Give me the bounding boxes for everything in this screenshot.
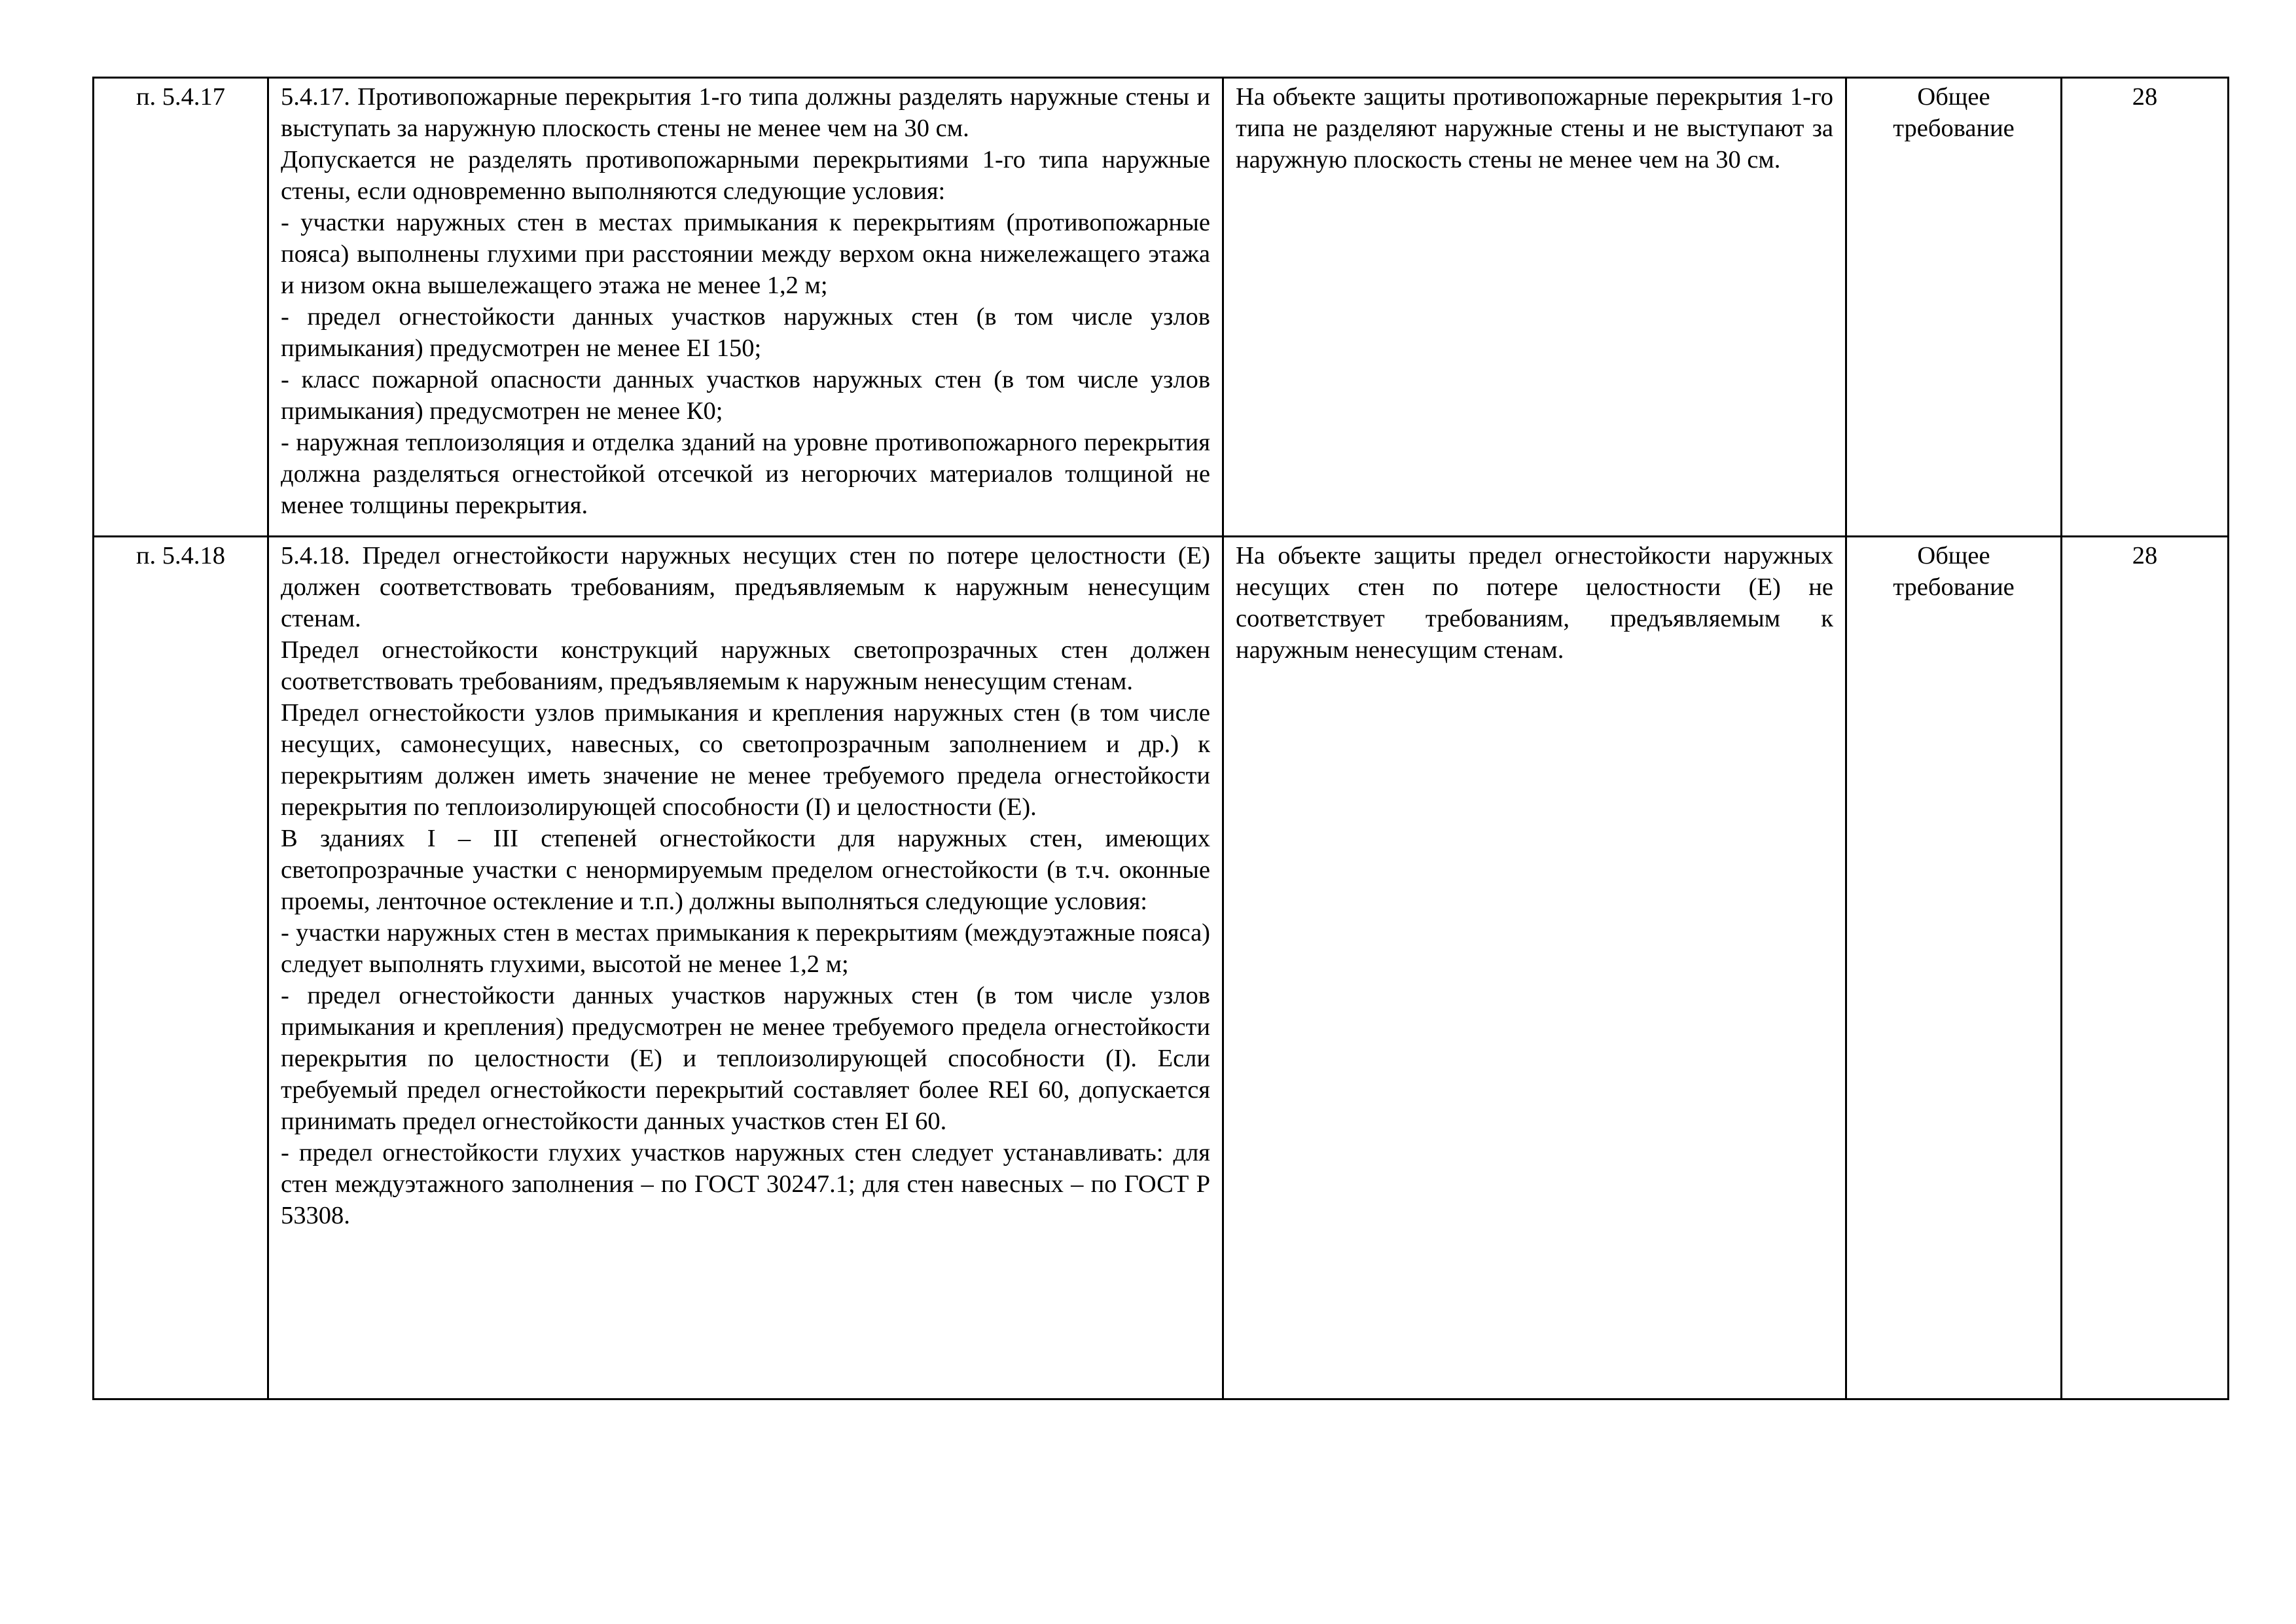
requirement-paragraph: - класс пожарной опасности данных участков наружных стен (в том числе узлов примыкания) предусмотрен не менее К0; [281,366,1210,425]
requirement-paragraph: В зданиях I – III степеней огнестойкости для наружных стен, имеющих светопрозрачные участки с ненормируемым пределом огнестойкости (в т.ч. оконные проемы, ленточное остекление и т.п.) должны выполняться следующие условия: [281,825,1210,915]
table-row [94,78,2229,537]
object-finding-cell: На объекте защиты противопожарные перекрытия 1-го типа не разделяют наружные стены и не выступают за наружную плоскость стены не менее чем на 30 см. [1223,78,1846,537]
requirements-table [92,77,2229,1400]
requirement-paragraph: Предел огнестойкости конструкций наружных светопрозрачных стен должен соответствовать требованиям, предъявляемым к наружным ненесущим стенам. [281,636,1210,695]
requirement-paragraph: 5.4.18. Предел огнестойкости наружных несущих стен по потере целостности (Е) должен соответствовать требованиям, предъявляемым к наружным ненесущим стенам. [281,542,1210,632]
requirement-paragraph: 5.4.17. Противопожарные перекрытия 1-го типа должны разделять наружные стены и выступать за наружную плоскость стены не менее чем на 30 см. [281,83,1210,142]
page-number-cell: 28 [2062,537,2229,1399]
requirement-paragraph: - предел огнестойкости данных участков наружных стен (в том числе узлов примыкания и крепления) предусмотрен не менее требуемого предела огнестойкости перекрытия по целостности (Е) и теплоизолирующей способности (I). Если требуемый предел огнестойкости перекрытий составляет более REI 60, допускается принимать предел огнестойкости данных участков стен EI 60. [281,982,1210,1135]
requirement-paragraph: - предел огнестойкости глухих участков наружных стен следует устанавливать: для стен междуэтажного заполнения – по ГОСТ 30247.1; для стен навесных – по ГОСТ Р 53308. [281,1139,1210,1229]
requirement-paragraph: Допускается не разделять противопожарными перекрытиями 1-го типа наружные стены, если одновременно выполняются следующие условия: [281,146,1210,205]
clause-ref-cell: п. 5.4.18 [94,537,268,1399]
requirement-type-cell: Общее требование [1846,78,2062,537]
requirement-cell [268,537,1223,1399]
requirement-paragraph: - участки наружных стен в местах примыкания к перекрытиям (противопожарные пояса) выполнены глухими при расстоянии между верхом окна нижележащего этажа и низом окна вышележащего этажа не менее 1,2 м; [281,209,1210,299]
requirement-paragraph: - наружная теплоизоляция и отделка зданий на уровне противопожарного перекрытия должна разделяться огнестойкой отсечкой из негорючих материалов толщиной не менее толщины перекрытия. [281,429,1210,519]
requirement-type-cell: Общее требование [1846,537,2062,1399]
page-number-cell: 28 [2062,78,2229,537]
clause-ref-cell: п. 5.4.17 [94,78,268,537]
object-finding-cell: На объекте защиты предел огнестойкости наружных несущих стен по потере целостности (Е) не соответствует требованиям, предъявляемым к наружным ненесущим стенам. [1223,537,1846,1399]
requirement-paragraph: Предел огнестойкости узлов примыкания и крепления наружных стен (в том числе несущих, самонесущих, навесных, со светопрозрачным заполнением и др.) к перекрытиям должен иметь значение не менее требуемого предела огнестойкости перекрытия по теплоизолирующей способности (I) и целостности (Е). [281,699,1210,821]
requirement-paragraph: - участки наружных стен в местах примыкания к перекрытиям (междуэтажные пояса) следует выполнять глухими, высотой не менее 1,2 м; [281,919,1210,978]
requirement-cell [268,78,1223,537]
table-row [94,537,2229,1399]
requirement-paragraph: - предел огнестойкости данных участков наружных стен (в том числе узлов примыкания) предусмотрен не менее EI 150; [281,303,1210,362]
